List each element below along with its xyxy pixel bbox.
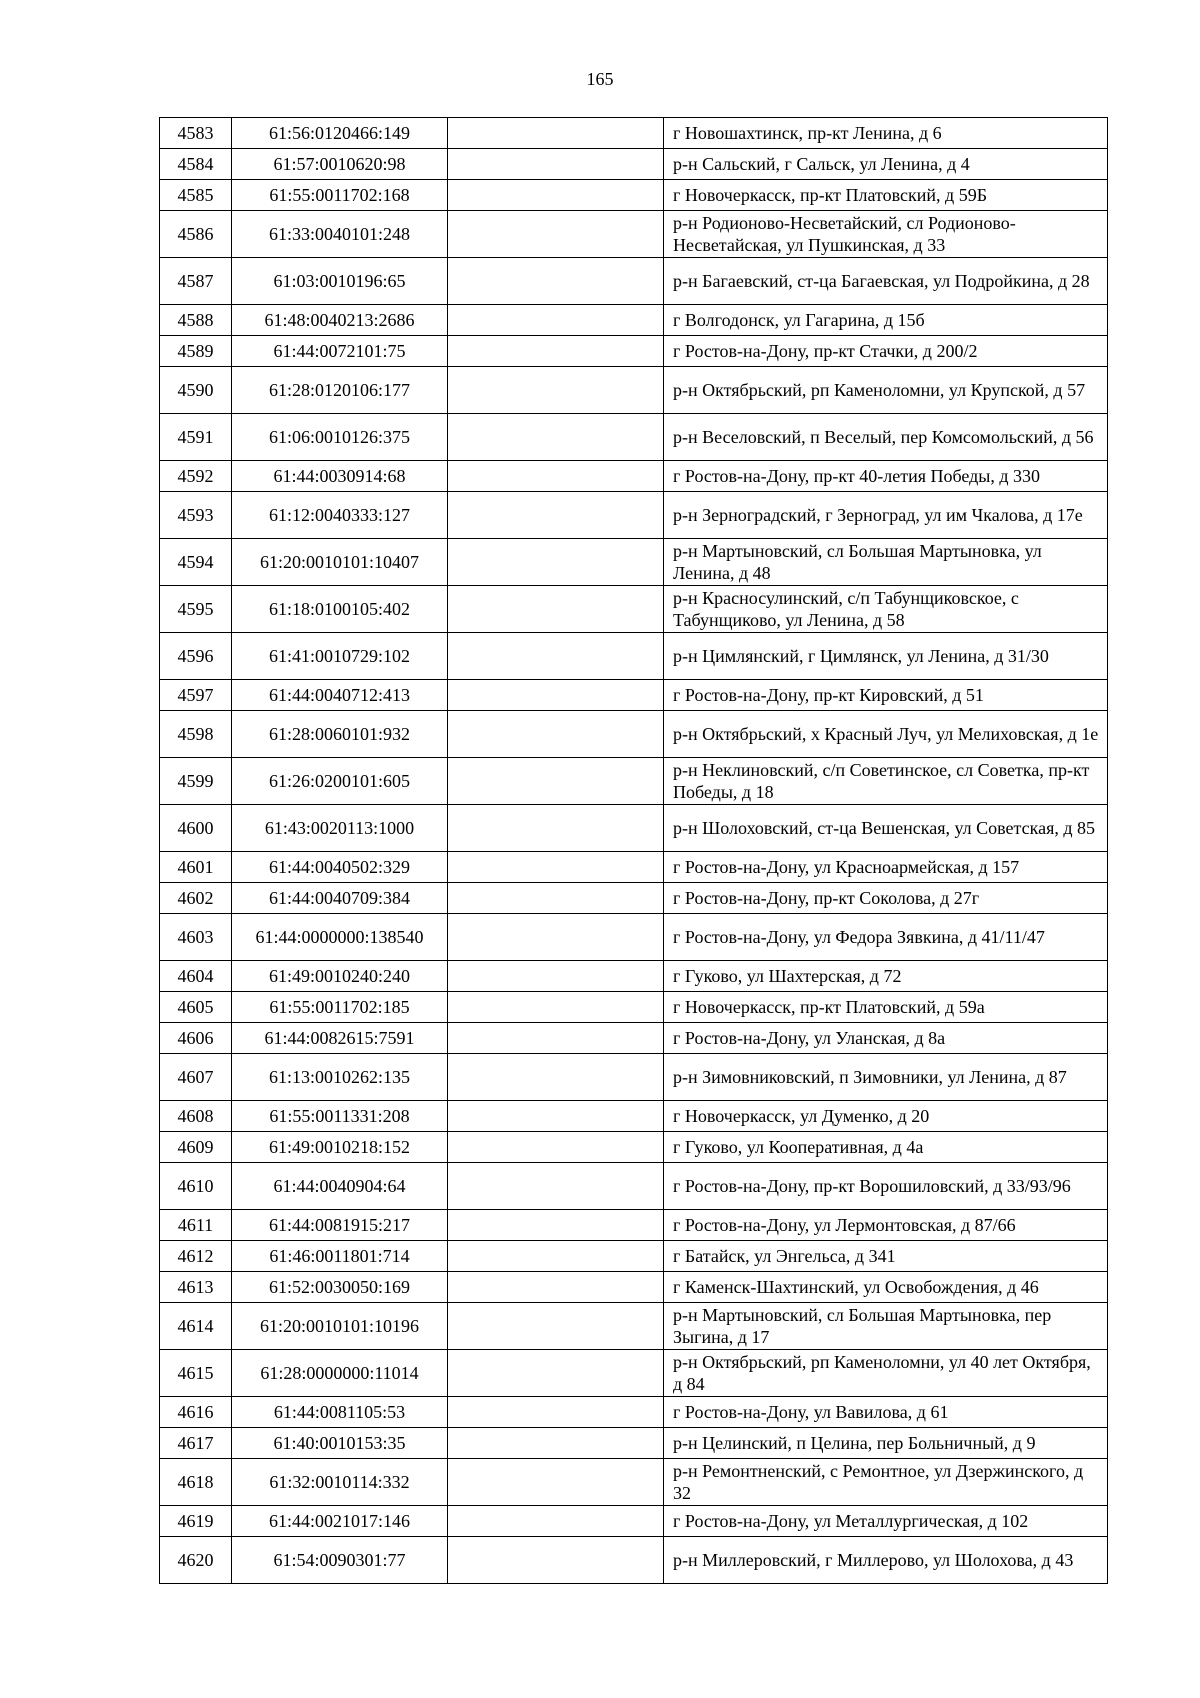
cadastral-number-cell: 61:52:0030050:169 [232,1272,448,1303]
cadastral-number-cell: 61:49:0010240:240 [232,961,448,992]
empty-cell [448,758,664,805]
cadastral-number-cell: 61:44:0082615:7591 [232,1023,448,1054]
cadastral-number-cell: 61:44:0072101:75 [232,336,448,367]
empty-cell [448,992,664,1023]
row-number-cell: 4608 [160,1101,232,1132]
row-number-cell: 4599 [160,758,232,805]
table-row [160,539,1108,586]
row-number-cell: 4596 [160,633,232,680]
registry-table [159,117,1108,1584]
cadastral-number-cell: 61:03:0010196:65 [232,258,448,305]
table-row [160,258,1108,305]
table-row [160,180,1108,211]
empty-cell [448,1101,664,1132]
empty-cell [448,1350,664,1397]
address-cell: г Волгодонск, ул Гагарина, д 15б [664,305,1108,336]
cadastral-number-cell: 61:44:0040712:413 [232,680,448,711]
address-cell: г Ростов-на-Дону, пр-кт Кировский, д 51 [664,680,1108,711]
row-number-cell: 4586 [160,211,232,258]
table-row [160,1054,1108,1101]
empty-cell [448,883,664,914]
address-cell: р-н Сальский, г Сальск, ул Ленина, д 4 [664,149,1108,180]
table-row [160,1537,1108,1584]
cadastral-number-cell: 61:13:0010262:135 [232,1054,448,1101]
table-row [160,1350,1108,1397]
cadastral-number-cell: 61:20:0010101:10196 [232,1303,448,1350]
empty-cell [448,1163,664,1210]
table-row [160,149,1108,180]
table-row [160,492,1108,539]
cadastral-number-cell: 61:40:0010153:35 [232,1428,448,1459]
empty-cell [448,805,664,852]
cadastral-number-cell: 61:32:0010114:332 [232,1459,448,1506]
address-cell: г Гуково, ул Кооперативная, д 4а [664,1132,1108,1163]
empty-cell [448,1054,664,1101]
address-cell: г Новочеркасск, пр-кт Платовский, д 59Б [664,180,1108,211]
row-number-cell: 4598 [160,711,232,758]
address-cell: р-н Багаевский, ст-ца Багаевская, ул Подройкина, д 28 [664,258,1108,305]
empty-cell [448,1537,664,1584]
empty-cell [448,211,664,258]
cadastral-number-cell: 61:44:0021017:146 [232,1506,448,1537]
table-row [160,633,1108,680]
row-number-cell: 4606 [160,1023,232,1054]
address-cell: р-н Зимовниковский, п Зимовники, ул Ленина, д 87 [664,1054,1108,1101]
empty-cell [448,1272,664,1303]
address-cell: р-н Октябрьский, рп Каменоломни, ул Крупской, д 57 [664,367,1108,414]
table-row [160,461,1108,492]
row-number-cell: 4597 [160,680,232,711]
table-row [160,414,1108,461]
table-row [160,992,1108,1023]
table-row [160,852,1108,883]
address-cell: г Новошахтинск, пр-кт Ленина, д 6 [664,118,1108,149]
row-number-cell: 4604 [160,961,232,992]
table-row [160,961,1108,992]
table-row [160,586,1108,633]
cadastral-number-cell: 61:44:0040709:384 [232,883,448,914]
address-cell: г Ростов-на-Дону, ул Вавилова, д 61 [664,1397,1108,1428]
empty-cell [448,1303,664,1350]
address-cell: р-н Октябрьский, х Красный Луч, ул Мелиховская, д 1е [664,711,1108,758]
empty-cell [448,539,664,586]
address-cell: г Гуково, ул Шахтерская, д 72 [664,961,1108,992]
empty-cell [448,118,664,149]
empty-cell [448,414,664,461]
address-cell: г Каменск-Шахтинский, ул Освобождения, д 46 [664,1272,1108,1303]
address-cell: р-н Красносулинский, с/п Табунщиковское, с Табунщиково, ул Ленина, д 58 [664,586,1108,633]
row-number-cell: 4583 [160,118,232,149]
table-row [160,1241,1108,1272]
row-number-cell: 4593 [160,492,232,539]
empty-cell [448,367,664,414]
row-number-cell: 4620 [160,1537,232,1584]
cadastral-number-cell: 61:18:0100105:402 [232,586,448,633]
table-row [160,711,1108,758]
empty-cell [448,258,664,305]
table-row [160,1272,1108,1303]
address-cell: р-н Мартыновский, сл Большая Мартыновка, ул Ленина, д 48 [664,539,1108,586]
row-number-cell: 4612 [160,1241,232,1272]
cadastral-number-cell: 61:28:0120106:177 [232,367,448,414]
table-row [160,883,1108,914]
cadastral-number-cell: 61:54:0090301:77 [232,1537,448,1584]
address-cell: р-н Целинский, п Целина, пер Больничный, д 9 [664,1428,1108,1459]
row-number-cell: 4607 [160,1054,232,1101]
row-number-cell: 4610 [160,1163,232,1210]
cadastral-number-cell: 61:41:0010729:102 [232,633,448,680]
row-number-cell: 4616 [160,1397,232,1428]
cadastral-number-cell: 61:44:0030914:68 [232,461,448,492]
empty-cell [448,336,664,367]
row-number-cell: 4609 [160,1132,232,1163]
cadastral-number-cell: 61:56:0120466:149 [232,118,448,149]
address-cell: р-н Мартыновский, сл Большая Мартыновка, пер Зыгина, д 17 [664,1303,1108,1350]
table-row [160,805,1108,852]
address-cell: г Ростов-на-Дону, ул Лермонтовская, д 87/66 [664,1210,1108,1241]
address-cell: р-н Октябрьский, рп Каменоломни, ул 40 лет Октября, д 84 [664,1350,1108,1397]
address-cell: г Новочеркасск, ул Думенко, д 20 [664,1101,1108,1132]
table-row [160,1459,1108,1506]
table-row [160,1210,1108,1241]
cadastral-number-cell: 61:55:0011702:168 [232,180,448,211]
table-row [160,211,1108,258]
empty-cell [448,1132,664,1163]
cadastral-number-cell: 61:28:0000000:11014 [232,1350,448,1397]
row-number-cell: 4618 [160,1459,232,1506]
empty-cell [448,633,664,680]
registry-rows [160,118,1108,1584]
table-row [160,1303,1108,1350]
address-cell: г Батайск, ул Энгельса, д 341 [664,1241,1108,1272]
row-number-cell: 4588 [160,305,232,336]
row-number-cell: 4605 [160,992,232,1023]
table-row [160,758,1108,805]
empty-cell [448,461,664,492]
empty-cell [448,1023,664,1054]
row-number-cell: 4590 [160,367,232,414]
cadastral-number-cell: 61:55:0011702:185 [232,992,448,1023]
row-number-cell: 4584 [160,149,232,180]
address-cell: г Новочеркасск, пр-кт Платовский, д 59а [664,992,1108,1023]
empty-cell [448,1506,664,1537]
cadastral-number-cell: 61:46:0011801:714 [232,1241,448,1272]
row-number-cell: 4615 [160,1350,232,1397]
empty-cell [448,1397,664,1428]
address-cell: г Ростов-на-Дону, ул Уланская, д 8а [664,1023,1108,1054]
empty-cell [448,305,664,336]
cadastral-number-cell: 61:28:0060101:932 [232,711,448,758]
row-number-cell: 4587 [160,258,232,305]
table-row [160,1163,1108,1210]
empty-cell [448,1428,664,1459]
row-number-cell: 4592 [160,461,232,492]
table-row [160,118,1108,149]
table-row [160,336,1108,367]
row-number-cell: 4600 [160,805,232,852]
cadastral-number-cell: 61:12:0040333:127 [232,492,448,539]
row-number-cell: 4602 [160,883,232,914]
row-number-cell: 4594 [160,539,232,586]
empty-cell [448,914,664,961]
empty-cell [448,1459,664,1506]
table-row [160,1132,1108,1163]
empty-cell [448,586,664,633]
row-number-cell: 4603 [160,914,232,961]
cadastral-number-cell: 61:44:0040904:64 [232,1163,448,1210]
table-row [160,1101,1108,1132]
address-cell: г Ростов-на-Дону, ул Федора Зявкина, д 41/11/47 [664,914,1108,961]
row-number-cell: 4619 [160,1506,232,1537]
empty-cell [448,492,664,539]
address-cell: р-н Миллеровский, г Миллерово, ул Шолохова, д 43 [664,1537,1108,1584]
empty-cell [448,149,664,180]
cadastral-number-cell: 61:48:0040213:2686 [232,305,448,336]
address-cell: г Ростов-на-Дону, пр-кт Соколова, д 27г [664,883,1108,914]
table-row [160,1023,1108,1054]
row-number-cell: 4585 [160,180,232,211]
address-cell: г Ростов-на-Дону, ул Красноармейская, д 157 [664,852,1108,883]
address-cell: р-н Неклиновский, с/п Советинское, сл Советка, пр-кт Победы, д 18 [664,758,1108,805]
table-row [160,367,1108,414]
row-number-cell: 4595 [160,586,232,633]
cadastral-number-cell: 61:44:0081105:53 [232,1397,448,1428]
row-number-cell: 4617 [160,1428,232,1459]
empty-cell [448,711,664,758]
cadastral-number-cell: 61:06:0010126:375 [232,414,448,461]
table-row [160,914,1108,961]
address-cell: р-н Ремонтненский, с Ремонтное, ул Дзержинского, д 32 [664,1459,1108,1506]
table-row [160,1506,1108,1537]
address-cell: р-н Цимлянский, г Цимлянск, ул Ленина, д 31/30 [664,633,1108,680]
empty-cell [448,680,664,711]
cadastral-number-cell: 61:26:0200101:605 [232,758,448,805]
cadastral-number-cell: 61:44:0000000:138540 [232,914,448,961]
cadastral-number-cell: 61:55:0011331:208 [232,1101,448,1132]
cadastral-number-cell: 61:43:0020113:1000 [232,805,448,852]
table-row [160,1428,1108,1459]
cadastral-number-cell: 61:33:0040101:248 [232,211,448,258]
row-number-cell: 4591 [160,414,232,461]
empty-cell [448,1210,664,1241]
address-cell: г Ростов-на-Дону, пр-кт Ворошиловский, д 33/93/96 [664,1163,1108,1210]
empty-cell [448,961,664,992]
row-number-cell: 4589 [160,336,232,367]
table-row [160,305,1108,336]
address-cell: р-н Шолоховский, ст-ца Вешенская, ул Советская, д 85 [664,805,1108,852]
empty-cell [448,1241,664,1272]
page-number: 165 [586,69,614,89]
table-row [160,1397,1108,1428]
empty-cell [448,180,664,211]
row-number-cell: 4601 [160,852,232,883]
cadastral-number-cell: 61:44:0040502:329 [232,852,448,883]
cadastral-number-cell: 61:49:0010218:152 [232,1132,448,1163]
cadastral-number-cell: 61:44:0081915:217 [232,1210,448,1241]
address-cell: г Ростов-на-Дону, пр-кт Стачки, д 200/2 [664,336,1108,367]
address-cell: г Ростов-на-Дону, ул Металлургическая, д 102 [664,1506,1108,1537]
empty-cell [448,852,664,883]
address-cell: р-н Веселовский, п Веселый, пер Комсомольский, д 56 [664,414,1108,461]
cadastral-number-cell: 61:57:0010620:98 [232,149,448,180]
row-number-cell: 4614 [160,1303,232,1350]
address-cell: р-н Зерноградский, г Зерноград, ул им Чкалова, д 17е [664,492,1108,539]
row-number-cell: 4613 [160,1272,232,1303]
address-cell: р-н Родионово-Несветайский, сл Родионово-Несветайская, ул Пушкинская, д 33 [664,211,1108,258]
row-number-cell: 4611 [160,1210,232,1241]
table-row [160,680,1108,711]
cadastral-number-cell: 61:20:0010101:10407 [232,539,448,586]
address-cell: г Ростов-на-Дону, пр-кт 40-летия Победы, д 330 [664,461,1108,492]
